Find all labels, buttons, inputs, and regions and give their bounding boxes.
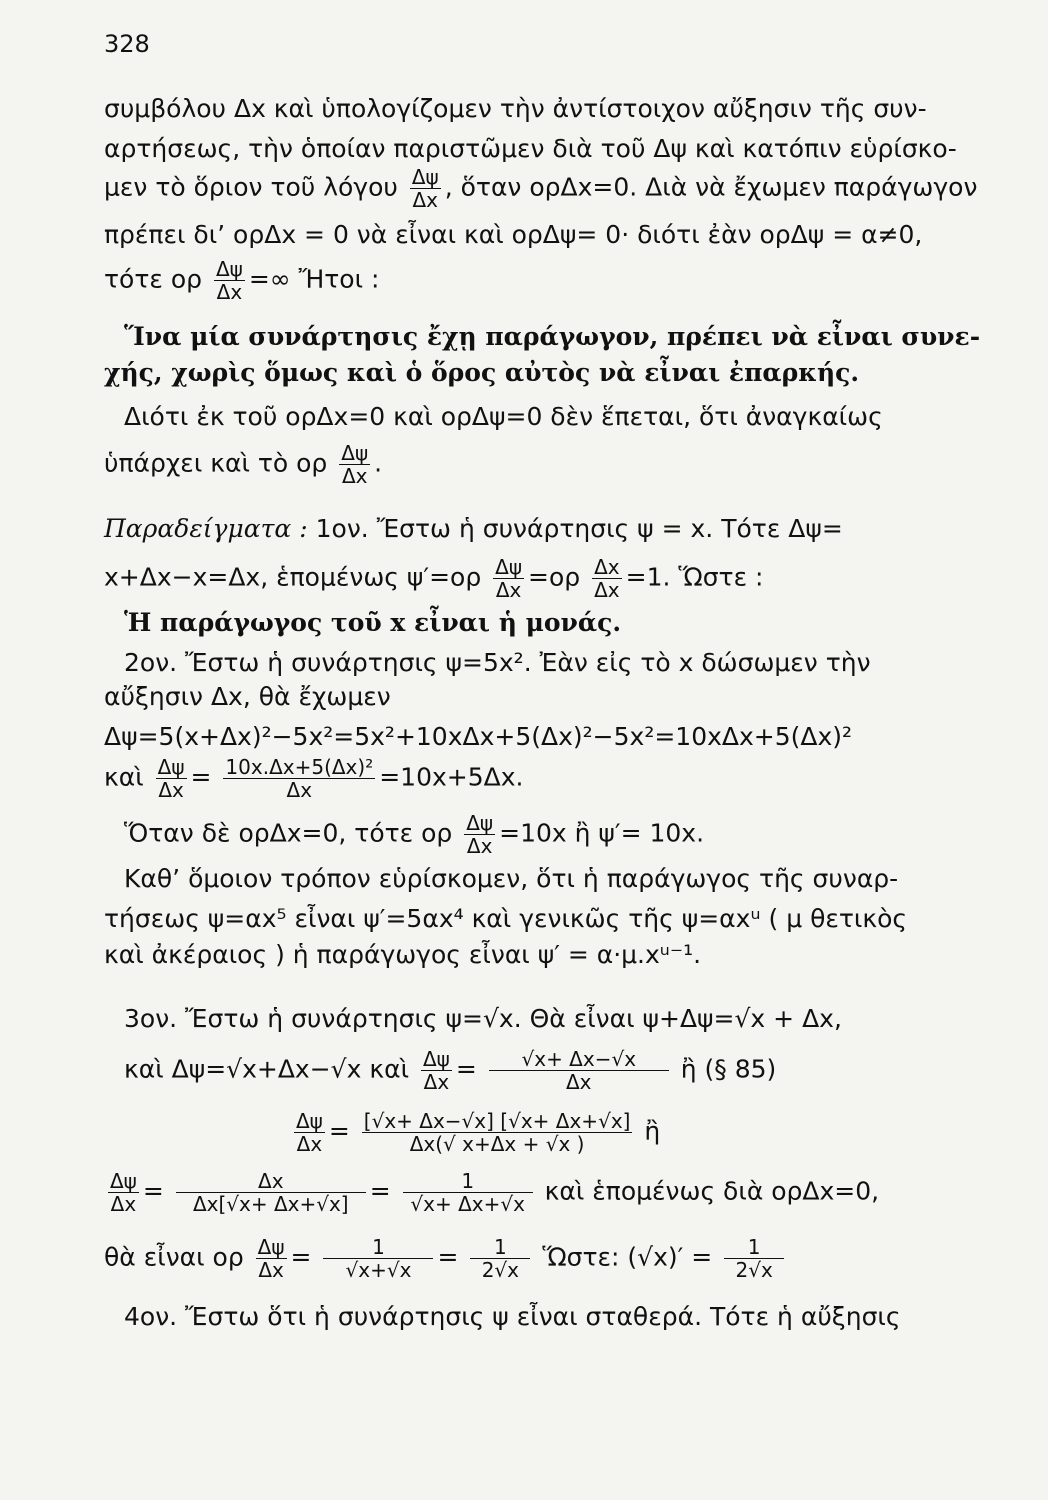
text-line: 2ον. Ἔστω ἡ συνάρτησις ψ=5x². Ἐὰν εἰς τὸ x δώσωμεν τὴν xyxy=(124,648,871,677)
text-line: τήσεως ψ=αx⁵ εἶναι ψ′=5αx⁴ καὶ γενικῶς τῆς ψ=αxᵘ ( μ θετικὸς xyxy=(104,904,908,933)
fraction-dpsi-dx: $\frac{\Delta\psi}{\Delta x}$ xyxy=(215,257,243,304)
equation-line: καὶ Δψ=√x+Δx−√x καὶ $\frac{\Delta\psi}{\Delta x}$ = $\frac{√x+ \Delta x-√x}{\Delta x}$ ἢ (§ 85) xyxy=(124,1047,777,1094)
equation-line: Ὅταν δὲ ορΔx=0, τότε ορ $\frac{\Delta\psi}{\Delta x}$ =10x ἢ ψ′= 10x. xyxy=(124,811,705,858)
text-line: αρτήσεως, τὴν ὁποίαν παριστῶμεν διὰ τοῦ Δψ καὶ κατόπιν εὑρίσκο- xyxy=(104,134,957,163)
page-number: 328 xyxy=(104,30,150,58)
theorem-statement: Ἵνα μία συνάρτησις ἔχῃ παράγωγον, πρέπει νὰ εἶναι συνε- xyxy=(124,322,981,351)
examples-heading: Παραδείγματα : xyxy=(104,514,308,543)
text-line: πρέπει δι’ ορΔx = 0 νὰ εἶναι καὶ ορΔψ= 0· διότι ἐὰν ορΔψ = α≠0, xyxy=(104,220,923,249)
equation-line: $\frac{\Delta\psi}{\Delta x}$ = $\frac{\Delta x}{\Delta x[√x+ \Delta x+√x]}$ = $\frac{1}{√x+ \Delta x+√x}$ καὶ ἑπομένως διὰ ορΔx=0, xyxy=(110,1169,880,1216)
equation-line: Δψ=5(x+Δx)²−5x²=5x²+10xΔx+5(Δx)²−5x²=10xΔx+5(Δx)² xyxy=(104,722,853,751)
text-line: καὶ ἀκέραιος ) ἡ παράγωγος εἶναι ψ′ = α·μ.xᵘ⁻¹. xyxy=(104,940,702,969)
fraction-dpsi-dx: $\frac{\Delta\psi}{\Delta x}$ xyxy=(341,441,369,488)
theorem-statement: Ἡ παράγωγος τοῦ x εἶναι ἡ μονάς. xyxy=(124,608,622,637)
text-line: 3ον. Ἔστω ἡ συνάρτησις ψ=√x. Θὰ εἶναι ψ+Δψ=√x + Δx, xyxy=(124,1004,842,1033)
theorem-statement: χής, χωρὶς ὅμως καὶ ὁ ὅρος αὐτὸς νὰ εἶναι ἐπαρκής. xyxy=(104,358,860,387)
text-line: Παραδείγματα : 1ον. Ἔστω ἡ συνάρτησις ψ = x. Τότε Δψ= xyxy=(104,514,843,543)
equation-line: $\frac{\Delta\psi}{\Delta x}$ = $\frac{[√x+ \Delta x-√x] [√x+ \Delta x+√x]}{\Delta x(√ x+\Delta x + √x )}$ ἢ xyxy=(296,1109,661,1156)
text-line: τότε ορ $\frac{\Delta\psi}{\Delta x}$ =∞ Ἤτοι : xyxy=(104,257,380,304)
text-line: 4ον. Ἔστω ὅτι ἡ συνάρτησις ψ εἶναι σταθερά. Τότε ἡ αὔξησις xyxy=(124,1302,901,1331)
text-line: Καθ’ ὅμοιον τρόπον εὑρίσκομεν, ὅτι ἡ παράγωγος τῆς συναρ- xyxy=(124,864,899,893)
text-line: ὑπάρχει καὶ τὸ ορ $\frac{\Delta\psi}{\Delta x}$ . xyxy=(104,441,383,488)
text-line: μεν τὸ ὅριον τοῦ λόγου $\frac{\Delta\psi}{\Delta x}$ , ὅταν ορΔx=0. Διὰ νὰ ἔχωμεν παράγωγον xyxy=(104,165,978,212)
equation-line: καὶ $\frac{\Delta\psi}{\Delta x}$ = $\frac{\text{10x.Δx+5(Δx)²}}{\Delta x}$ =10x+5Δx. xyxy=(104,755,524,802)
text-line: συμβόλου Δx καὶ ὑπολογίζομεν τὴν ἀντίστοιχον αὔξησιν τῆς συν- xyxy=(104,94,927,123)
text-line: αὔξησιν Δx, θὰ ἔχωμεν xyxy=(104,682,391,711)
equation-line: θὰ εἶναι ορ $\frac{\Delta\psi}{\Delta x}$ = $\frac{1}{√x+√x}$ = $\frac{1}{2√x}$ Ὥστε: (√x)′ = $\frac{1}{2√x}$ xyxy=(104,1236,940,1281)
text-line: x+Δx−x=Δx, ἑπομένως ψ′=ορ $\frac{\Delta\psi}{\Delta x}$ =ορ $\frac{\Delta x}{\Delta x}$ =1. Ὥστε : xyxy=(104,555,764,602)
text-line: Διότι ἐκ τοῦ ορΔx=0 καὶ ορΔψ=0 δὲν ἕπεται, ὅτι ἀναγκαίως xyxy=(124,402,883,431)
fraction-dpsi-dx: $\frac{\Delta\psi}{\Delta x}$ xyxy=(411,165,439,212)
